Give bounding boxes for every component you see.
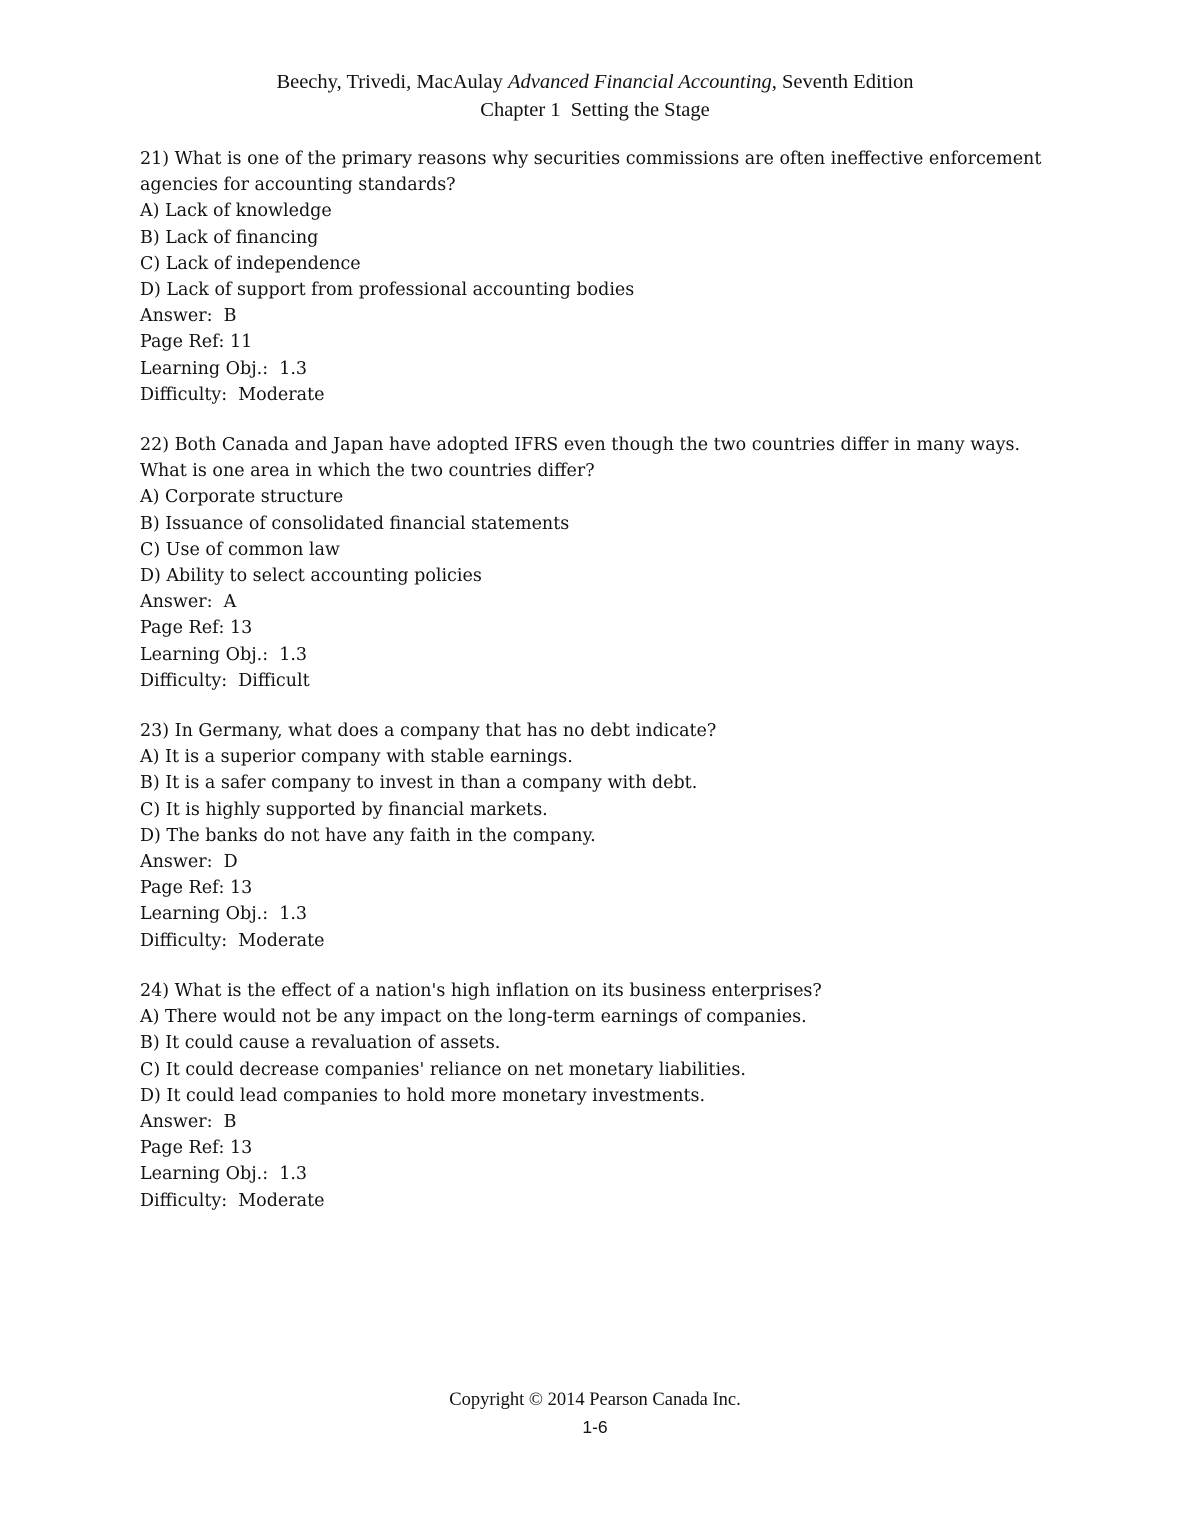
option-c: C) It is highly supported by financial markets. bbox=[140, 799, 548, 820]
option-d: D) Lack of support from professional accounting bodies bbox=[140, 280, 635, 301]
question-22 bbox=[140, 432, 1060, 694]
header-edition: , Seventh Edition bbox=[771, 71, 914, 93]
option-a: A) There would not be any impact on the long-term earnings of companies. bbox=[140, 1007, 807, 1028]
page-number: 1-6 bbox=[582, 1417, 608, 1437]
learning-obj: Learning Obj.: 1.3 bbox=[140, 904, 308, 925]
learning-obj: Learning Obj.: 1.3 bbox=[140, 644, 308, 665]
page-ref: Page Ref: 11 bbox=[140, 332, 253, 353]
question-stem: 22) Both Canada and Japan have adopted IFRS even though the two countries differ in many ways. What is one area in which the two countries differ? bbox=[140, 435, 1021, 482]
difficulty: Difficulty: Moderate bbox=[140, 1190, 325, 1211]
page-header bbox=[0, 68, 1190, 124]
option-d: D) It could lead companies to hold more monetary investments. bbox=[140, 1085, 706, 1106]
question-stem: 21) What is one of the primary reasons why securities commissions are often ineffective enforcement agencies for accounting standards? bbox=[140, 149, 1042, 196]
question-list bbox=[140, 146, 1060, 1238]
header-title-line bbox=[0, 68, 1190, 96]
learning-obj: Learning Obj.: 1.3 bbox=[140, 358, 308, 379]
page-footer bbox=[0, 1386, 1190, 1440]
page-ref: Page Ref: 13 bbox=[140, 878, 253, 899]
option-a: A) Lack of knowledge bbox=[140, 201, 332, 222]
option-b: B) It could cause a revaluation of assets. bbox=[140, 1033, 501, 1054]
option-c: C) Use of common law bbox=[140, 539, 340, 560]
difficulty: Difficulty: Moderate bbox=[140, 930, 325, 951]
page-ref: Page Ref: 13 bbox=[140, 1138, 253, 1159]
option-b: B) Issuance of consolidated financial statements bbox=[140, 513, 570, 534]
option-c: C) It could decrease companies' reliance on net monetary liabilities. bbox=[140, 1059, 746, 1080]
copyright-notice: Copyright © 2014 Pearson Canada Inc. bbox=[449, 1390, 741, 1410]
question-24 bbox=[140, 978, 1060, 1214]
option-d: D) Ability to select accounting policies bbox=[140, 566, 482, 587]
answer: Answer: B bbox=[140, 1111, 237, 1132]
option-a: A) It is a superior company with stable earnings. bbox=[140, 747, 573, 768]
learning-obj: Learning Obj.: 1.3 bbox=[140, 1164, 308, 1185]
page-ref: Page Ref: 13 bbox=[140, 618, 253, 639]
answer: Answer: D bbox=[140, 852, 238, 873]
option-b: B) Lack of financing bbox=[140, 227, 319, 248]
answer: Answer: A bbox=[140, 592, 237, 613]
option-b: B) It is a safer company to invest in than a company with debt. bbox=[140, 773, 698, 794]
question-21 bbox=[140, 146, 1060, 408]
difficulty: Difficulty: Moderate bbox=[140, 384, 325, 405]
difficulty: Difficulty: Difficult bbox=[140, 670, 310, 691]
option-a: A) Corporate structure bbox=[140, 487, 344, 508]
header-book-title: Advanced Financial Accounting bbox=[507, 71, 772, 93]
answer: Answer: B bbox=[140, 306, 237, 327]
header-authors: Beechy, Trivedi, MacAulay bbox=[276, 71, 503, 93]
header-chapter: Chapter 1 Setting the Stage bbox=[480, 99, 710, 121]
question-stem: 23) In Germany, what does a company that has no debt indicate? bbox=[140, 721, 717, 742]
question-stem: 24) What is the effect of a nation's high inflation on its business enterprises? bbox=[140, 980, 822, 1001]
option-c: C) Lack of independence bbox=[140, 253, 361, 274]
option-d: D) The banks do not have any faith in the company. bbox=[140, 825, 596, 846]
question-23 bbox=[140, 718, 1060, 954]
